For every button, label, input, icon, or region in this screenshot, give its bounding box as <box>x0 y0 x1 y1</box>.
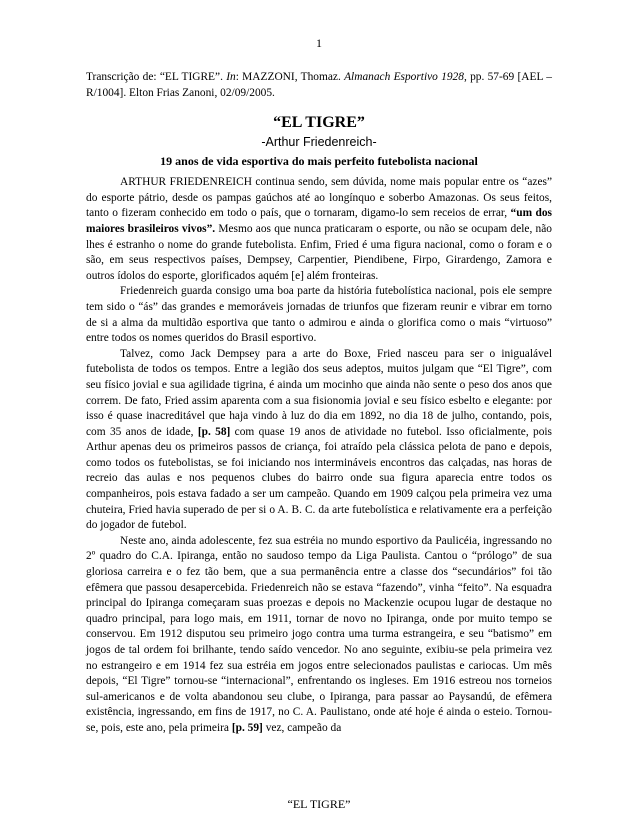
citation-in-label: In <box>226 71 236 83</box>
paragraph-2: Friedenreich guarda consigo uma boa parte da história futebolística nacional, pois ele sempre tem sido o “ás” das grandes e memoráveis jornadas de triunfos que fizeram reunir e vibrar em torno de si a alma da multidão esportiva que tanto o admirou e ainda o glorifica como o mais “virtuoso” entre todos os nomes queridos do Brasil esportivo. <box>86 285 552 345</box>
citation-author: : MAZZONI, Thomaz. <box>235 71 341 83</box>
article-title: “EL TIGRE” <box>273 114 365 132</box>
source-citation <box>86 70 552 101</box>
citation-work-title: Almanach Esportivo 1928 <box>344 71 464 83</box>
article-author: -Arthur Friedenreich- <box>261 135 377 150</box>
page-marker-58: [p. 58] <box>197 425 231 438</box>
paragraph-1-text-a: ARTHUR FRIEDENREICH continua sendo, sem dúvida, nome mais popular entre os “azes” do esporte pátrio, desde os pampas gaúchos até ao longínquo e soberbo Amazonas. Os seus feitos, tanto o fizeram conhecido em todo o país, que o tornaram, digamo-lo sem receios de errar, <box>86 176 552 220</box>
page-number: 1 <box>316 36 322 50</box>
paragraph-1-emphasis: “um dos maiores brasileiros vivos”. <box>86 207 552 235</box>
paragraph-4 <box>86 534 552 737</box>
paragraph-1-text-c: Mesmo aos que nunca praticaram o esporte, ou não se ocupam dele, não lhes é estranho o nome do grande futebolista. Enfim, Fried é uma figura nacional, como o foram e o são, em seus respectivos países, Dempsey, Carpentier, Piendibene, Firpo, Girardengo, Zamora e outros ídolos do esporte, glorificados aquém [e] além fronteiras. <box>86 222 553 282</box>
paragraph-4-text-a: Neste ano, ainda adolescente, fez sua estréia no mundo esportivo da Paulicéia, ingressando no 2º quadro do C.A. Ipiranga, então no saudoso tempo da Liga Paulista. Cantou o “prólogo” de sua gloriosa carreira e o fez tão bem, que a sua permanência entre a classe dos “secundários” foi tão efêmera que passou desapercebida. Friedenreich não se estava “fazendo”, vinha “feito”. Na esquadra principal do Ipiranga começaram suas proezas e depois no Mackenzie ocupou lugar de destaque no quadro principal, para logo mais, em 1911, tornar de novo no Ipiranga, onde por muito tempo se conservou. Em 1912 disputou seu primeiro jogo contra uma turma estrangeira, e seu “batismo” em jogos de tal ordem foi brilhante, tendo saído vencedor. No ano seguinte, exibiu-se pela primeira vez no estrangeiro e em 1914 fez sua estréia em jogos entre selecionados paulistas e cariocas. Um mês depois, “El Tigre” tornou-se “internacional”, enfrentando os ingleses. Em 1916 estreou nos torneios sul-americanos e de volta abandonou seu clube, o Ipiranga, para passar ao Paysandú, de efêmera existência, ingressando, em fins de 1917, no C. A. Paulistano, onde até hoje é ainda o esteio. Tornou-se, pois, este ano, pela primeira <box>86 534 552 734</box>
paragraph-4-text-c: vez, campeão da <box>262 721 342 734</box>
paragraph-3 <box>86 347 552 534</box>
citation-prefix: Transcrição de: “EL TIGRE”. <box>86 71 223 83</box>
paragraph-1 <box>86 175 552 284</box>
page-marker-59: [p. 59] <box>231 721 263 734</box>
citation-suffix: , pp. 57-69 [AEL – R/1004]. Elton Frias Zanoni, 02/09/2005. <box>86 71 552 99</box>
paragraph-3-text-c: com quase 19 anos de atividade no futebol. Isso oficialmente, pois Arthur apenas deu os primeiros passos de criança, foi atraído pela clássica pelota de pano e depois, como todos os futebolistas, se foi iniciando nos intermináveis encontros das calçadas, nas horas de recreio das aulas e nos pequenos clubes do bairro onde sua figura aparecia entre todos os companheiros, pois estava fadado a ser um campeão. Quando em 1909 calçou pela primeira vez uma chuteira, Fried havia superado de per si o A. B. C. da arte futebolística e relativamente era a perfeição do jogador de futebol. <box>86 425 552 532</box>
page-footer: “EL TIGRE” <box>287 797 351 811</box>
paragraph-3-text-a: Talvez, como Jack Dempsey para a arte do Boxe, Fried nasceu para ser o inigualável futebolista de todos os tempos. Entre a legião dos seus adeptos, muitos julgam que “El Tigre”, com seu físico jovial e sua agilidade tigrina, é ainda um mocinho que ainda não sente o peso dos anos que correm. De fato, Fried assim aparenta com a sua fisionomia jovial e seu físico esbelto e elegante: por isso é quase inacreditável que haja vindo à luz do dia em 1892, no dia 18 de julho, contando, pois, com 35 anos de idade, <box>86 347 552 438</box>
article-subtitle: 19 anos de vida esportiva do mais perfeito futebolista nacional <box>160 154 478 169</box>
document-body <box>86 70 552 737</box>
